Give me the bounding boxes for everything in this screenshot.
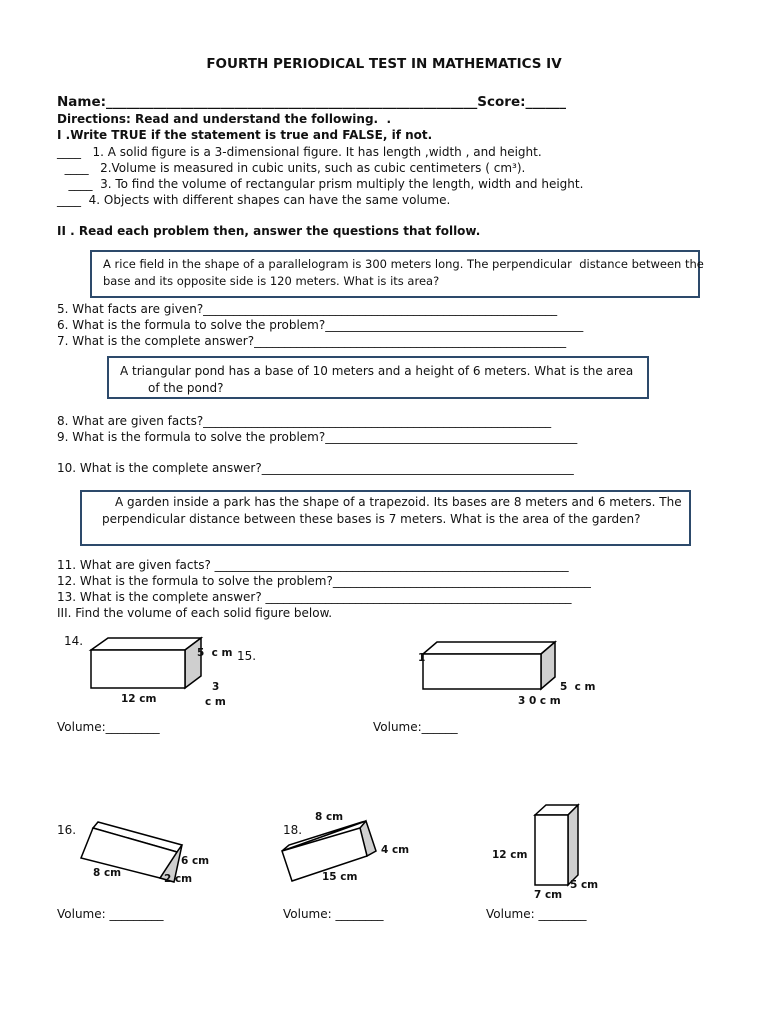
figure-16-length-dim: 8 cm: [93, 867, 122, 879]
figure-18-height-dim: 4 cm: [381, 844, 410, 856]
figure-14-length-dim: 12 cm: [121, 693, 157, 705]
question-8: 8. What are given facts?__________________________________________________________: [57, 414, 552, 428]
figure-14-prism: [88, 636, 208, 692]
page-title: FOURTH PERIODICAL TEST IN MATHEMATICS IV: [206, 56, 562, 72]
item-1: ____ 1. A solid figure is a 3-dimensional figure. It has length ,width , and height.: [57, 145, 542, 159]
problem3-line2: perpendicular distance between these bases is 7 meters. What is the area of the garden?: [102, 512, 641, 526]
figure-19-volume: Volume: ________: [486, 907, 587, 921]
figure-15-volume: Volume:______: [373, 720, 458, 734]
item-3: ____ 3. To find the volume of rectangular prism multiply the length, width and height.: [57, 177, 584, 191]
problem2-line1: A triangular pond has a base of 10 meters and a height of 6 meters. What is the area: [120, 364, 634, 378]
question-7: 7. What is the complete answer?____________________________________________________: [57, 334, 567, 348]
question-10: 10. What is the complete answer?____________________________________________________: [57, 461, 574, 475]
part1-heading: I .Write TRUE if the statement is true and FALSE, if not.: [57, 128, 433, 142]
figure-16-volume: Volume: _________: [57, 907, 164, 921]
figure-18-length-dim: 15 cm: [322, 871, 358, 883]
problem-box-3: [80, 490, 691, 546]
problem-box-1: [90, 250, 704, 298]
question-5: 5. What facts are given?___________________________________________________________: [57, 302, 558, 316]
item-4: ____ 4. Objects with different shapes can have the same volume.: [57, 193, 451, 207]
figure-14-side-dim-2: c m: [205, 696, 226, 708]
figure-19-height-dim: 12 cm: [492, 849, 528, 861]
question-13: 13. What is the complete answer? ___________________________________________________: [57, 590, 572, 604]
problem-box-2: [107, 356, 649, 399]
problem3-line1: A garden inside a park has the shape of a trapezoid. Its bases are 8 meters and 6 meters. The: [115, 495, 682, 509]
question-12: 12. What is the formula to solve the problem?___________________________________________: [57, 574, 591, 588]
problem2-line2: of the pond?: [148, 381, 224, 395]
figure-18-number: 18.: [283, 823, 303, 837]
figure-16-height-dim: 6 cm: [181, 855, 210, 867]
figure-14-number: 14.: [64, 634, 84, 648]
figure-19-width-dim: 7 cm: [534, 889, 563, 901]
figure-16-number: 16.: [57, 823, 77, 837]
part2-heading: II . Read each problem then, answer the questions that follow.: [57, 224, 481, 238]
part3-heading: III. Find the volume of each solid figure below.: [57, 606, 333, 620]
figure-18-top-dim: 8 cm: [315, 811, 344, 823]
question-6: 6. What is the formula to solve the problem?___________________________________________: [57, 318, 584, 332]
problem1-line1: A rice field in the shape of a parallelogram is 300 meters long. The perpendicular distance between the: [103, 257, 704, 271]
figure-15-mark: 1: [418, 652, 426, 664]
figure-19-depth-dim: 5 cm: [570, 879, 599, 891]
problem1-line2: base and its opposite side is 120 meters. What is its area?: [103, 274, 440, 288]
figure-15-depth-dim: 5 c m: [560, 681, 596, 693]
item-2: ____ 2.Volume is measured in cubic units, such as cubic centimeters ( cm³).: [57, 161, 526, 175]
figure-14-side-dim-1: 3: [212, 681, 220, 693]
name-score-line: Name:_______________________________________________________Score:______: [57, 94, 566, 110]
figure-14-top-dim: 5 c m: [197, 647, 233, 659]
figure-15-number: 15.: [237, 649, 257, 663]
question-9: 9. What is the formula to solve the problem?__________________________________________: [57, 430, 578, 444]
figure-15-length-dim: 3 0 c m: [518, 695, 561, 707]
figure-16-width-dim: 2 cm: [164, 873, 193, 885]
figure-19-prism: [532, 803, 584, 889]
figure-15-prism: [420, 641, 560, 693]
figure-18-volume: Volume: ________: [283, 907, 384, 921]
figure-14-volume: Volume:_________: [57, 720, 160, 734]
directions: Directions: Read and understand the following. .: [57, 112, 392, 126]
question-11: 11. What are given facts? ___________________________________________________________: [57, 558, 569, 572]
